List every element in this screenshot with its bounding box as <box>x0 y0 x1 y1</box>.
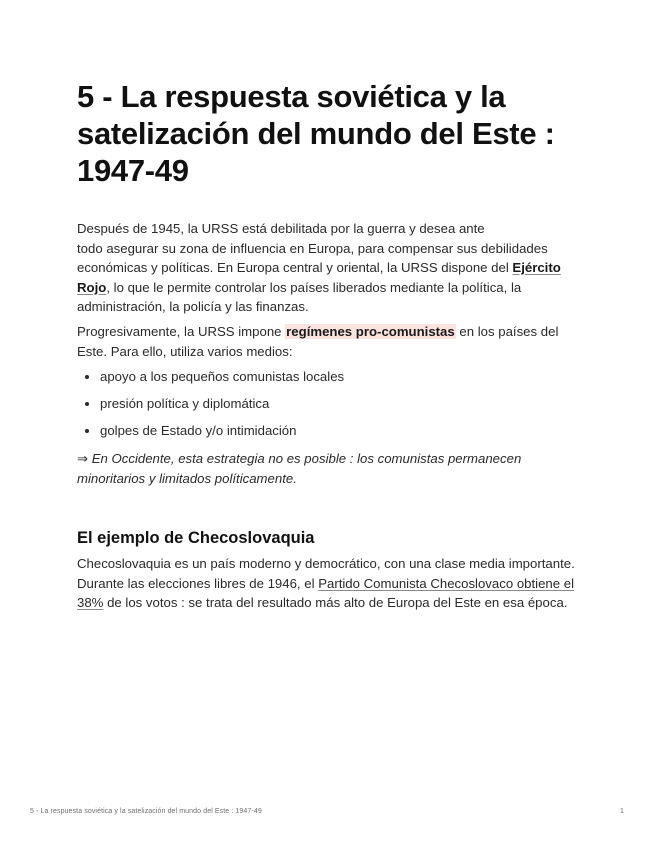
intro-text: todo asegurar su zona de influencia en Europa, para compensar sus debilidades económicas y políticas. En Europa central y oriental, la URSS dispone del <box>77 240 548 275</box>
intro-first-line: Después de 1945, la URSS está debilitada por la guerra y desea ante <box>77 221 485 236</box>
list-item: presión política y diplomática <box>77 394 577 421</box>
section-heading: El ejemplo de Checoslovaquia <box>77 529 315 547</box>
czech-text-after: de los votos : se trata del resultado más alto de Europa del Este en esa época. <box>103 595 568 610</box>
page-number: 1 <box>620 808 624 815</box>
list-item: golpes de Estado y/o intimidación <box>77 421 577 448</box>
list-item: apoyo a los pequeños comunistas locales <box>77 367 577 394</box>
regimes-highlight: regímenes pro-comunistas <box>286 324 455 339</box>
footer-title: 5 - La respuesta soviética y la satelización del mundo del Este : 1947-49 <box>30 808 262 815</box>
regimes-text-after: en los países del Este. Para ello, utiliza varios medios: <box>77 324 559 359</box>
czechoslovakia-paragraph <box>77 554 577 613</box>
regimes-paragraph <box>77 322 577 361</box>
means-list <box>77 367 577 448</box>
intro-paragraph <box>77 219 577 317</box>
regimes-text-before: Progresivamente, la URSS impone <box>77 324 286 339</box>
partido-comunista-link[interactable]: Partido Comunista Checoslovaco obtiene el 38% <box>77 575 575 610</box>
conclusion-note: ⇒ En Occidente, esta estrategia no es posible : los comunistas permanecen minoritarios y limitados políticamente. <box>77 451 522 486</box>
ejercito-rojo-link[interactable]: Ejército Rojo <box>77 260 561 295</box>
page-title: 5 - La respuesta soviética y la satelización del mundo del Este : 1947-49 <box>77 79 555 188</box>
intro-text-after: , lo que le permite controlar los países liberados mediante la política, la administración, la policía y las finanzas. <box>77 279 522 314</box>
czech-text-before: Checoslovaquia es un país moderno y democrático, con una clase media importante. Durante las elecciones libres de 1946, el <box>77 556 575 591</box>
